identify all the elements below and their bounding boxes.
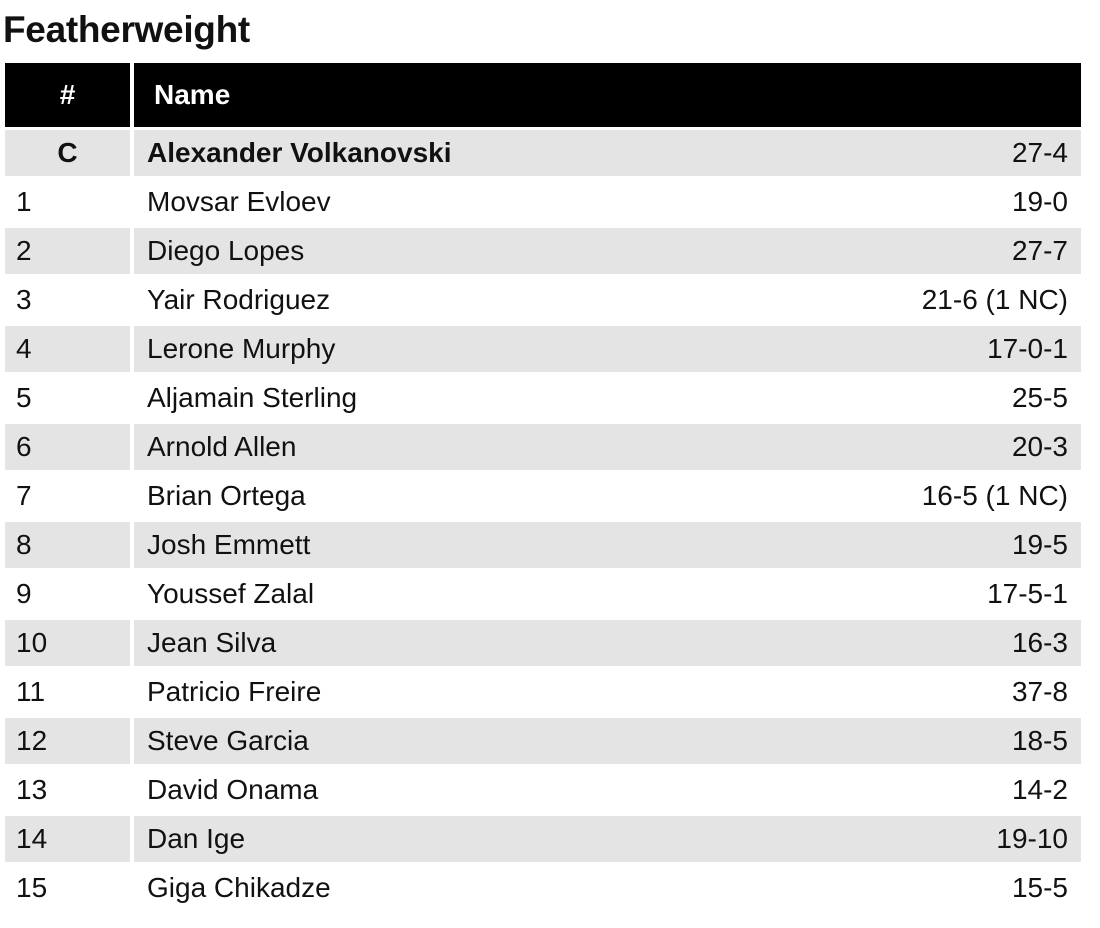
fighter-cell: [134, 277, 1081, 323]
rank-cell: 15: [16, 872, 48, 903]
rank-cell: 5: [16, 382, 32, 413]
fighter-name: Arnold Allen: [147, 431, 297, 462]
rank-cell: 10: [5, 620, 130, 666]
rank-column-header: #: [5, 63, 130, 127]
fighter-name: Jean Silva: [147, 627, 277, 658]
fighter-record: 17-0-1: [987, 333, 1068, 364]
fighter-name: Patricio Freire: [147, 676, 322, 707]
fighter-name: Alexander Volkanovski: [147, 137, 452, 168]
table-row: [5, 228, 1081, 274]
table-row: [5, 375, 1081, 421]
fighter-name: Steve Garcia: [147, 725, 309, 756]
rankings-body: [5, 130, 1081, 911]
fighter-cell: [134, 522, 1081, 568]
fighter-record: 20-3: [1011, 431, 1068, 462]
fighter-cell: [134, 473, 1081, 519]
table-row: [5, 473, 1081, 519]
fighter-name: Yair Rodriguez: [147, 284, 331, 315]
rank-cell: 2: [5, 228, 130, 274]
fighter-record: 21-6 (1 NC): [921, 284, 1068, 315]
table-row: [5, 669, 1081, 715]
table-row: [5, 179, 1081, 225]
rank-cell: 14: [5, 816, 130, 862]
rank-cell: 4: [5, 326, 130, 372]
table-row: [5, 767, 1081, 813]
name-column-header: Name: [134, 63, 1081, 127]
fighter-name: David Onama: [147, 774, 319, 805]
rank-cell: 3: [16, 284, 32, 315]
fighter-name: Aljamain Sterling: [147, 382, 358, 413]
rank-cell: 1: [16, 186, 32, 217]
rankings-table: [5, 60, 1081, 914]
table-row: [5, 620, 1081, 666]
table-row: [5, 816, 1081, 862]
fighter-name: Dan Ige: [147, 823, 246, 854]
fighter-cell: [134, 816, 1081, 862]
fighter-cell: [134, 424, 1081, 470]
fighter-record: 27-4: [1011, 137, 1068, 168]
fighter-record: 16-3: [1011, 627, 1068, 658]
fighter-record: 15-5: [1011, 872, 1068, 903]
fighter-name: Lerone Murphy: [147, 333, 336, 364]
fighter-name: Giga Chikadze: [147, 872, 331, 903]
fighter-record: 27-7: [1011, 235, 1068, 266]
page-title: Featherweight: [3, 9, 250, 50]
fighter-record: 19-0: [1011, 186, 1068, 217]
rank-cell: 9: [16, 578, 32, 609]
fighter-cell: [134, 326, 1081, 372]
fighter-cell: [134, 767, 1081, 813]
fighter-record: 16-5 (1 NC): [921, 480, 1068, 511]
table-row: [5, 522, 1081, 568]
table-header-row: [5, 63, 1081, 127]
fighter-cell: [134, 179, 1081, 225]
fighter-cell: [134, 620, 1081, 666]
fighter-cell: [134, 718, 1081, 764]
table-row: [5, 424, 1081, 470]
rank-cell: 6: [5, 424, 130, 470]
fighter-name: Diego Lopes: [147, 235, 305, 266]
fighter-cell: [134, 130, 1081, 176]
rank-cell: 8: [5, 522, 130, 568]
fighter-record: 17-5-1: [987, 578, 1068, 609]
fighter-record: 14-2: [1011, 774, 1068, 805]
rank-cell: 7: [16, 480, 32, 511]
rank-cell: C: [5, 130, 130, 176]
fighter-cell: [134, 669, 1081, 715]
fighter-name: Youssef Zalal: [147, 578, 315, 609]
table-row: [5, 571, 1081, 617]
fighter-record: 18-5: [1011, 725, 1068, 756]
fighter-record: 37-8: [1011, 676, 1068, 707]
fighter-cell: [134, 375, 1081, 421]
rank-cell: 11: [16, 676, 46, 707]
fighter-cell: [134, 865, 1081, 911]
fighter-cell: [134, 228, 1081, 274]
fighter-name: Josh Emmett: [147, 529, 311, 560]
fighter-name: Brian Ortega: [147, 480, 306, 511]
fighter-record: 25-5: [1011, 382, 1068, 413]
rank-cell: 13: [16, 774, 48, 805]
fighter-record: 19-5: [1011, 529, 1068, 560]
table-row: [5, 865, 1081, 911]
table-row: [5, 718, 1081, 764]
fighter-record: 19-10: [996, 823, 1068, 854]
rank-cell: 12: [5, 718, 130, 764]
table-row: [5, 277, 1081, 323]
fighter-name: Movsar Evloev: [147, 186, 331, 217]
champion-row: [5, 130, 1081, 176]
table-row: [5, 326, 1081, 372]
fighter-cell: [134, 571, 1081, 617]
